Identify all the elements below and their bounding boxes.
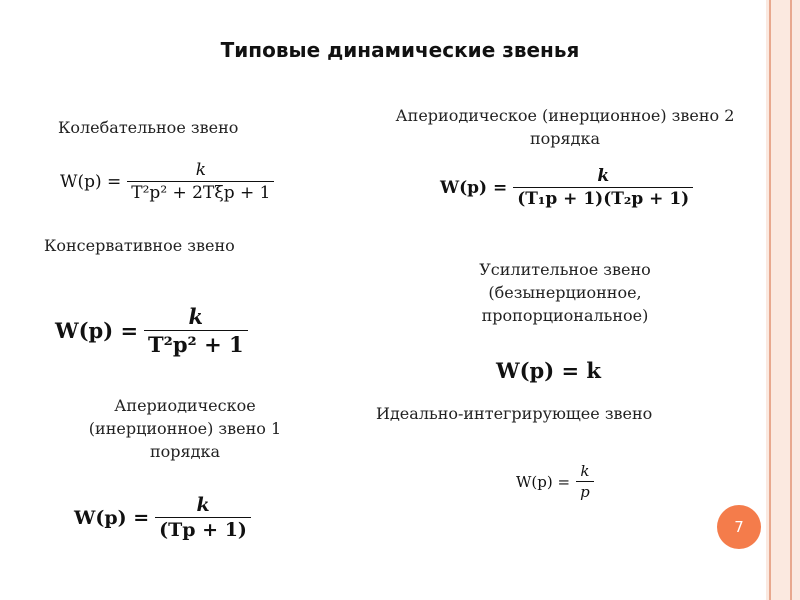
numerator: k: [188, 304, 204, 329]
frame-line-right: [790, 0, 792, 600]
fraction: [144, 304, 248, 357]
caption-aperiodic-1: [60, 394, 310, 464]
formula-conservative: [55, 304, 248, 357]
caption-line: Апериодическое: [114, 396, 256, 415]
slide-frame-decoration: [766, 0, 800, 600]
formula-text: W(p) = k: [496, 358, 601, 383]
formula-lhs: W(p) =: [74, 506, 150, 529]
caption-line: порядка: [529, 129, 601, 149]
formula-aperiodic-1: [74, 494, 251, 541]
formula-integrator: [516, 462, 594, 501]
caption-line: Усилительное звено: [479, 260, 651, 279]
denominator: p: [576, 481, 594, 501]
caption-oscillating: Колебательное звено: [58, 118, 239, 137]
formula-aperiodic-2: [440, 166, 693, 209]
formula-lhs: W(p) =: [440, 177, 508, 198]
fraction: [155, 494, 251, 541]
numerator: k: [195, 160, 207, 180]
page-number-badge: 7: [717, 505, 761, 549]
caption-line: пропорциональное): [481, 306, 649, 326]
formula-amplifier: [496, 358, 601, 383]
numerator: k: [196, 494, 210, 516]
caption-aperiodic-2: [370, 104, 760, 150]
caption-line: порядка: [149, 442, 221, 462]
formula-lhs: W(p) =: [55, 318, 139, 343]
fraction: [576, 462, 594, 501]
frame-line-left: [769, 0, 771, 600]
denominator: T²p² + 2Tξp + 1: [127, 181, 274, 203]
denominator: T²p² + 1: [144, 330, 248, 357]
denominator: (T₁p + 1)(T₂p + 1): [513, 187, 693, 209]
caption-conservative: Консервативное звено: [44, 236, 235, 255]
caption-line: (инерционное) звено 1: [88, 419, 282, 439]
numerator: k: [597, 166, 610, 186]
caption-line: Апериодическое (инерционное) звено 2: [395, 106, 735, 125]
formula-lhs: W(p) =: [516, 472, 571, 491]
denominator: (Tp + 1): [155, 517, 251, 541]
formula-lhs: W(p) =: [60, 171, 122, 192]
fraction: [127, 160, 274, 203]
formula-oscillating: [60, 160, 274, 203]
caption-amplifier: [445, 258, 685, 328]
caption-integrator: Идеально-интегрирующее звено: [376, 404, 653, 423]
fraction: [513, 166, 693, 209]
numerator: k: [580, 462, 590, 480]
slide-title: Типовые динамические звенья: [220, 38, 580, 62]
caption-line: (безынерционное,: [488, 283, 642, 303]
